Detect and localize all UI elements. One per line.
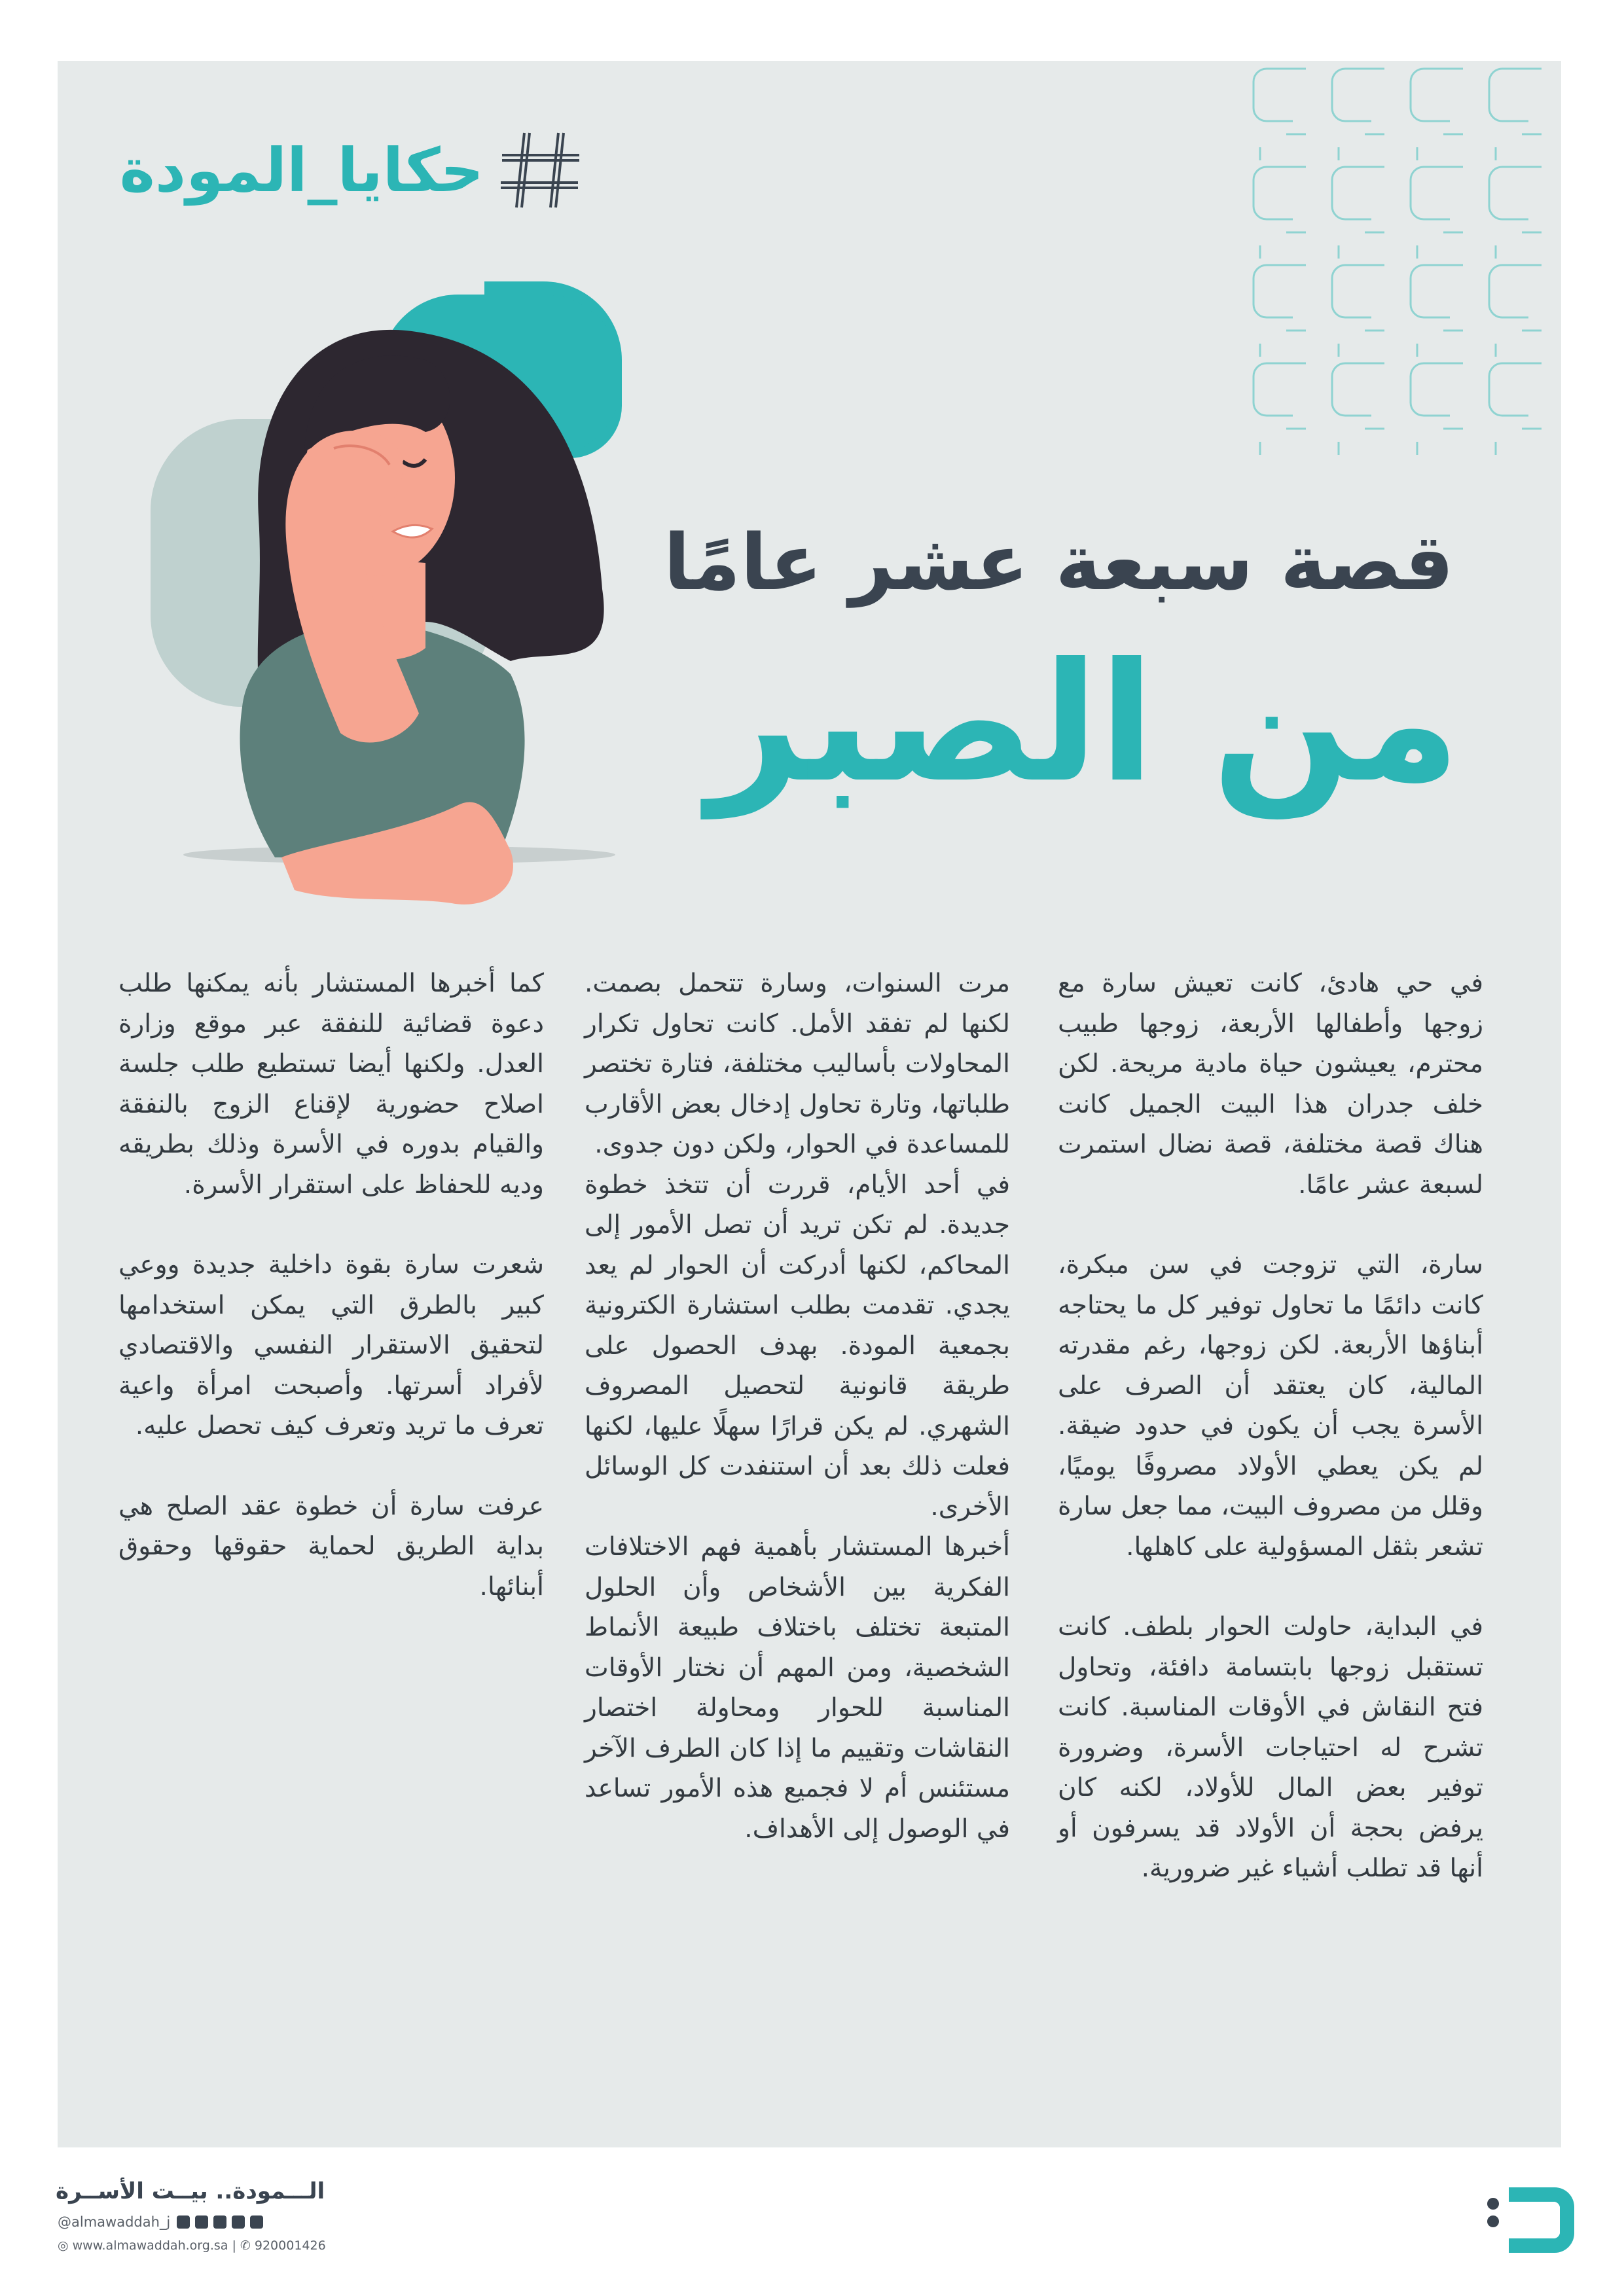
pattern-stroke <box>1254 167 1306 259</box>
decorative-pattern <box>1240 62 1564 468</box>
pattern-stroke <box>1254 265 1306 357</box>
pattern-stroke <box>1411 265 1463 357</box>
hashtag-header <box>120 128 583 213</box>
instagram-icon[interactable] <box>213 2215 226 2229</box>
paragraph: مرت السنوات، وسارة تتحمل بصمت. لكنها لم تفقد الأمل. كانت تحاول تكرار المحاولات بأساليب مختلفة، فتارة تختصر طلباتها، وتارة تحاول إدخال بعض الأقارب للمساعدة في الحوار، ولكن دون جدوى. <box>585 969 1010 1159</box>
text-column-2 <box>585 963 1010 1849</box>
pattern-stroke <box>1254 69 1306 160</box>
pattern-stroke <box>1489 363 1542 455</box>
paragraph: في حي هادئ، كانت تعيش سارة مع زوجها وأطفالها الأربعة، زوجها طبيب محترم، يعيشون حياة مادية مريحة. لكن خلف جدران هذا البيت الجميل كانت هناك قصة مختلفة، قصة نضال استمرت لسبعة عشر عامًا. <box>1058 969 1483 1200</box>
paragraph: في أحد الأيام، قررت أن تتخذ خطوة جديدة. لم تكن تريد أن تصل الأمور إلى المحاكم، لكنها أدركت أن الحوار لم يعد يجدي. تقدمت بطلب استشارة الكترونية بجمعية المودة. بهدف الحصول على طريقة قانونية لتحصيل المصروف الشهري. لم يكن قرارًا سهلًا عليها، لكنها فعلت ذلك بعد أن استنفدت كل الوسائل الأخرى. <box>585 1170 1010 1522</box>
sad-woman-illustration <box>144 281 687 923</box>
footer-social <box>58 2214 263 2230</box>
paragraph: شعرت سارة بقوة داخلية جديدة ووعي كبير بالطرق التي يمكن استخدامها لتحقيق الاستقرار النفسي والاقتصادي لأفراد أسرتها. وأصبحت امرأة واعية تعرف ما تريد وتعرف كيف تحصل عليه. <box>118 1250 544 1441</box>
title-line-1: قصة سبعة عشر عامًا <box>663 517 1454 607</box>
pattern-stroke <box>1254 363 1306 455</box>
text-column-3 <box>118 963 544 1607</box>
footer-contact <box>58 2238 326 2253</box>
pattern-stroke <box>1411 167 1463 259</box>
paragraph: كما أخبرها المستشار بأنه يمكنها طلب دعوة قضائية للنفقة عبر موقع وزارة العدل. ولكنها أيضا تستطيع طلب جلسة اصلاح حضورية لإقناع الزوج بالنفقة والقيام بدوره في الأسرة وذلك بطريقه وديه للحفاظ على استقرار الأسرة. <box>118 969 544 1200</box>
pattern-stroke <box>1411 69 1463 160</box>
paragraph: في البداية، حاولت الحوار بلطف. كانت تستقبل زوجها بابتسامة دافئة، وتحاول فتح النقاش في الأوقات المناسبة. كانت تشرح له احتياجات الأسرة، وضرورة توفير بعض المال للأولاد، لكنه كان يرفض بحجة أن الأولاد قد يسرفون أو أنها قد تطلب أشياء غير ضرورية. <box>1058 1612 1483 1883</box>
hashtag-text: حكايا_المودة <box>119 135 484 206</box>
globe-icon: ◎ <box>58 2238 69 2253</box>
social-handle: @almawaddah_j <box>58 2214 171 2230</box>
pattern-stroke <box>1489 167 1542 259</box>
pattern-stroke <box>1332 167 1384 259</box>
hash-icon <box>498 128 583 213</box>
pattern-stroke <box>1332 69 1384 160</box>
website-link[interactable]: www.almawaddah.org.sa <box>72 2238 228 2253</box>
pattern-stroke <box>1489 69 1542 160</box>
paragraph: أخبرها المستشار بأهمية فهم الاختلافات الفكرية بين الأشخاص وأن الحلول المتبعة تختلف باختلاف طبيعة الأنماط الشخصية، ومن المهم أن نختار الأوقات المناسبة للحوار ومحاولة اختصار النقاشات وتقييم ما إذا كان الطرف الآخر مستئنس أم لا فجميع هذه الأمور تساعد في الوصول إلى الأهداف. <box>585 1532 1010 1844</box>
x-icon[interactable] <box>177 2215 190 2229</box>
youtube-icon[interactable] <box>232 2215 245 2229</box>
phone-icon: ✆ <box>240 2238 251 2253</box>
facebook-icon[interactable] <box>195 2215 208 2229</box>
pattern-stroke <box>1411 363 1463 455</box>
footer-brand: الـــمودة.. بيــت الأســرة <box>56 2178 325 2204</box>
phone-number[interactable]: 920001426 <box>254 2238 326 2253</box>
almawaddah-logo <box>1483 2174 1581 2266</box>
text-column-1 <box>1058 963 1483 1889</box>
pattern-stroke <box>1332 363 1384 455</box>
pattern-stroke <box>1332 265 1384 357</box>
separator: | <box>232 2238 236 2253</box>
paragraph: سارة، التي تزوجت في سن مبكرة، كانت دائمًا ما تحاول توفير كل ما يحتاجه أبناؤها الأربعة. لكن زوجها، رغم مقدرته المالية، كان يعتقد أن الصرف على الأسرة يجب أن يكون في حدود ضيقة. لم يكن يعطي الأولاد مصروفًا يوميًا، وقلل من مصروف البيت، مما جعل سارة تشعر بثقل المسؤولية على كاهلها. <box>1058 1250 1483 1562</box>
pattern-stroke <box>1489 265 1542 357</box>
title-line-2: من الصبر <box>707 628 1460 818</box>
snapchat-icon[interactable] <box>250 2215 263 2229</box>
social-icons <box>177 2215 263 2229</box>
paragraph: عرفت سارة أن خطوة عقد الصلح هي بداية الطريق لحماية حقوقها وحقوق أبنائها. <box>118 1491 544 1602</box>
